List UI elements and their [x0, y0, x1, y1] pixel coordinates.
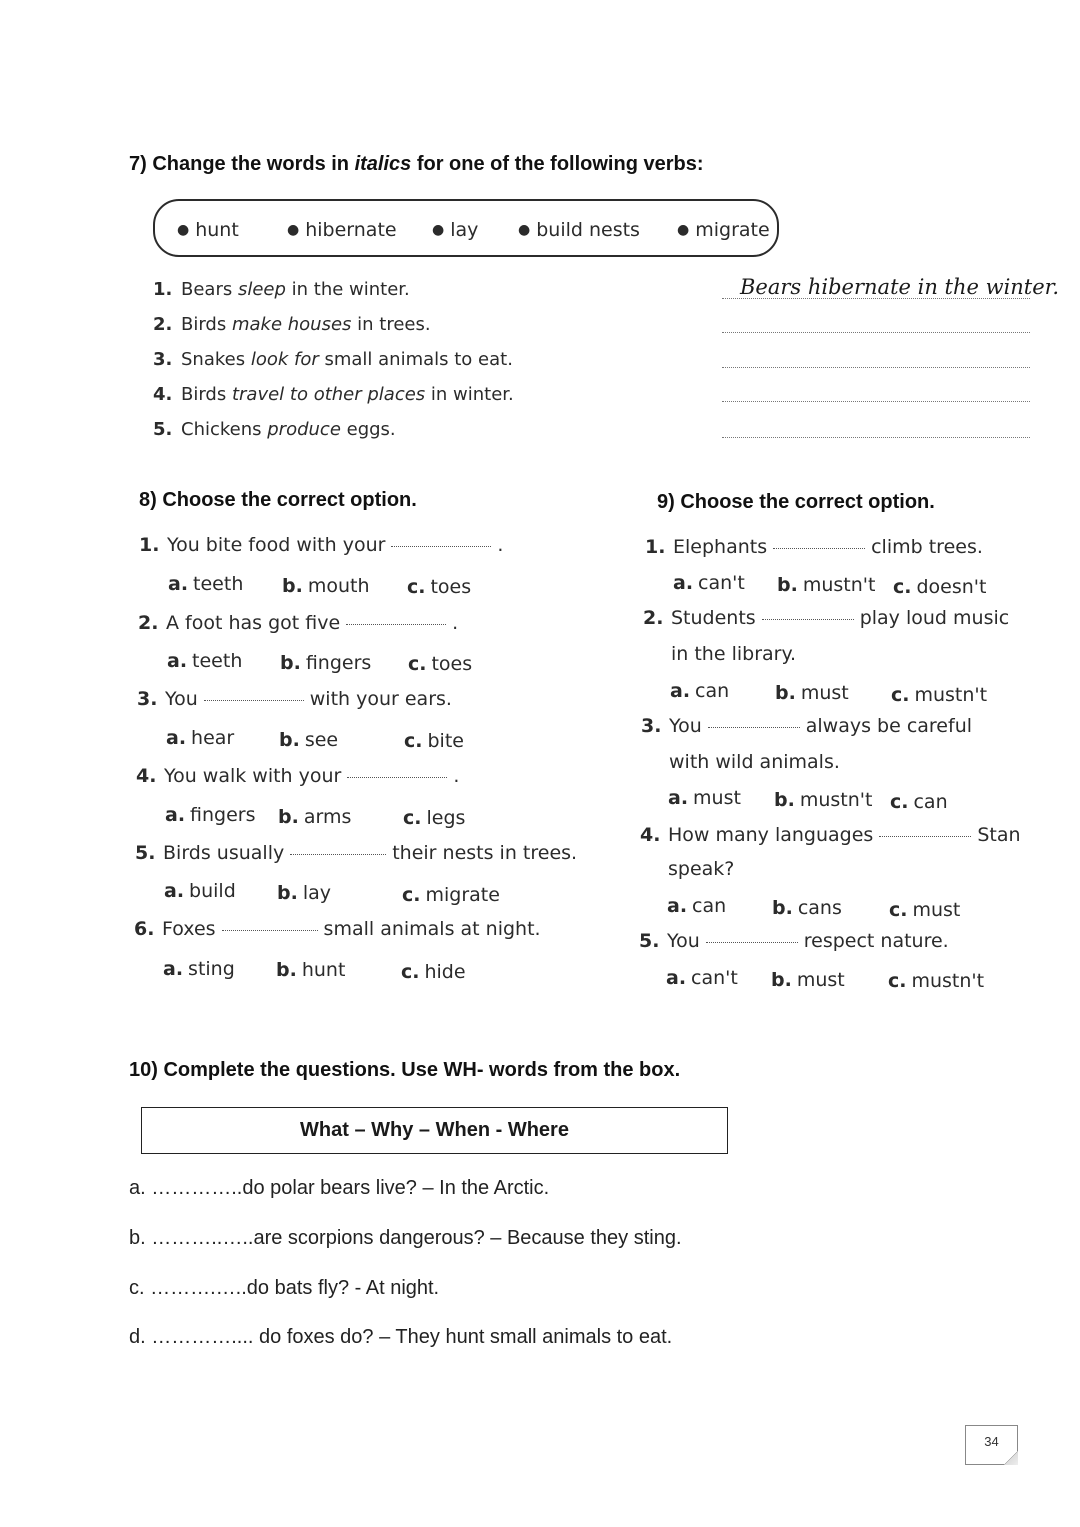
option-c[interactable]: c. must [889, 899, 961, 921]
exercise-10-heading: 10) Complete the questions. Use WH- words from the box. [129, 1059, 681, 1081]
option-c[interactable]: c. bite [404, 730, 464, 752]
option-a[interactable]: a. hear [166, 727, 235, 749]
exercise-7-item: 1. Bears sleep in the winter. [153, 279, 410, 300]
option-c[interactable]: c. toes [407, 576, 472, 598]
exercise-8-question: 1. You bite food with your . [139, 534, 504, 556]
option-a[interactable]: a. can't [666, 967, 738, 989]
answer-line[interactable] [722, 401, 1030, 402]
answer-blank[interactable] [347, 777, 447, 778]
option-a[interactable]: a. teeth [167, 650, 243, 672]
option-a[interactable]: a. can't [673, 572, 745, 594]
exercise-9-question: 4. How many languages Stan [640, 824, 1021, 846]
answer-blank[interactable] [204, 700, 304, 701]
option-c[interactable]: c. migrate [402, 884, 500, 906]
exercise-8-question: 3. You with your ears. [137, 688, 452, 710]
answer-line[interactable] [722, 298, 1030, 299]
example-answer: Bears hibernate in the winter. [740, 275, 1060, 299]
answer-blank[interactable] [346, 624, 446, 625]
exercise-9-question: 5. You respect nature. [639, 930, 949, 952]
answer-blank[interactable] [879, 836, 971, 837]
answer-line[interactable] [722, 437, 1030, 438]
exercise-9-heading: 9) Choose the correct option. [657, 491, 935, 513]
verb-option: ● lay [432, 219, 479, 241]
wh-question: d. ………….... do foxes do? – They hunt small animals to eat. [129, 1326, 673, 1348]
option-a[interactable]: a. teeth [168, 573, 244, 595]
option-c[interactable]: c. hide [401, 961, 466, 983]
option-b[interactable]: b. hunt [276, 959, 346, 981]
verb-option: ● hibernate [287, 219, 397, 241]
exercise-9-question: 1. Elephants climb trees. [645, 536, 983, 558]
option-b[interactable]: b. fingers [280, 652, 372, 674]
exercise-9-question-continued: speak? [668, 858, 735, 880]
wh-question: b. ………..…..are scorpions dangerous? – Because they sting. [129, 1227, 682, 1249]
option-a[interactable]: a. fingers [165, 804, 256, 826]
option-b[interactable]: b. must [771, 969, 845, 991]
exercise-7-item: 2. Birds make houses in trees. [153, 314, 431, 335]
answer-blank[interactable] [708, 727, 800, 728]
option-a[interactable]: a. can [667, 895, 727, 917]
option-a[interactable]: a. build [164, 880, 236, 902]
exercise-7-item: 5. Chickens produce eggs. [153, 419, 396, 440]
exercise-8-question: 4. You walk with your . [136, 765, 460, 787]
verb-option: ● hunt [177, 219, 239, 241]
option-c[interactable]: c. doesn't [893, 576, 987, 598]
option-b[interactable]: b. cans [772, 897, 842, 919]
option-a[interactable]: a. must [668, 787, 741, 809]
answer-blank[interactable] [706, 942, 798, 943]
option-b[interactable]: b. mouth [282, 575, 370, 597]
exercise-9-question: 2. Students play loud music [643, 607, 1010, 629]
option-b[interactable]: b. mustn't [777, 574, 876, 596]
wh-question: a. …………..do polar bears live? – In the Arctic. [129, 1177, 550, 1199]
verb-option: ● build nests [518, 219, 640, 241]
answer-blank[interactable] [222, 930, 318, 931]
wh-question: c. ……….…..do bats fly? - At night. [129, 1277, 440, 1299]
option-b[interactable]: b. lay [277, 882, 331, 904]
exercise-8-question: 2. A foot has got five . [138, 612, 459, 634]
page-number: 34 [965, 1425, 1018, 1465]
exercise-9-question-continued: in the library. [671, 643, 797, 665]
exercise-8-question: 5. Birds usually their nests in trees. [135, 842, 578, 864]
exercise-8-heading: 8) Choose the correct option. [139, 489, 417, 511]
option-b[interactable]: b. mustn't [774, 789, 873, 811]
page-curl-icon [1004, 1451, 1018, 1465]
option-c[interactable]: c. can [890, 791, 948, 813]
option-b[interactable]: b. see [279, 729, 339, 751]
exercise-7-item: 4. Birds travel to other places in winter. [153, 384, 514, 405]
answer-line[interactable] [722, 367, 1030, 368]
answer-blank[interactable] [391, 546, 491, 547]
exercise-9-question: 3. You always be careful [641, 715, 973, 737]
option-c[interactable]: c. mustn't [891, 684, 988, 706]
option-b[interactable]: b. arms [278, 806, 352, 828]
answer-line[interactable] [722, 332, 1030, 333]
option-c[interactable]: c. toes [408, 653, 473, 675]
option-c[interactable]: c. mustn't [888, 970, 985, 992]
wh-words-box: What – Why – When - Where [141, 1107, 728, 1154]
answer-blank[interactable] [290, 854, 386, 855]
option-c[interactable]: c. legs [403, 807, 466, 829]
answer-blank[interactable] [762, 619, 854, 620]
exercise-7-item: 3. Snakes look for small animals to eat. [153, 349, 513, 370]
exercise-7-heading: 7) Change the words in italics for one of the following verbs: [129, 153, 704, 175]
exercise-9-question-continued: with wild animals. [669, 751, 840, 773]
verb-option: ● migrate [677, 219, 770, 241]
answer-blank[interactable] [773, 548, 865, 549]
option-a[interactable]: a. can [670, 680, 730, 702]
option-a[interactable]: a. sting [163, 958, 235, 980]
verb-box [153, 199, 779, 257]
option-b[interactable]: b. must [775, 682, 849, 704]
exercise-8-question: 6. Foxes small animals at night. [134, 918, 541, 940]
